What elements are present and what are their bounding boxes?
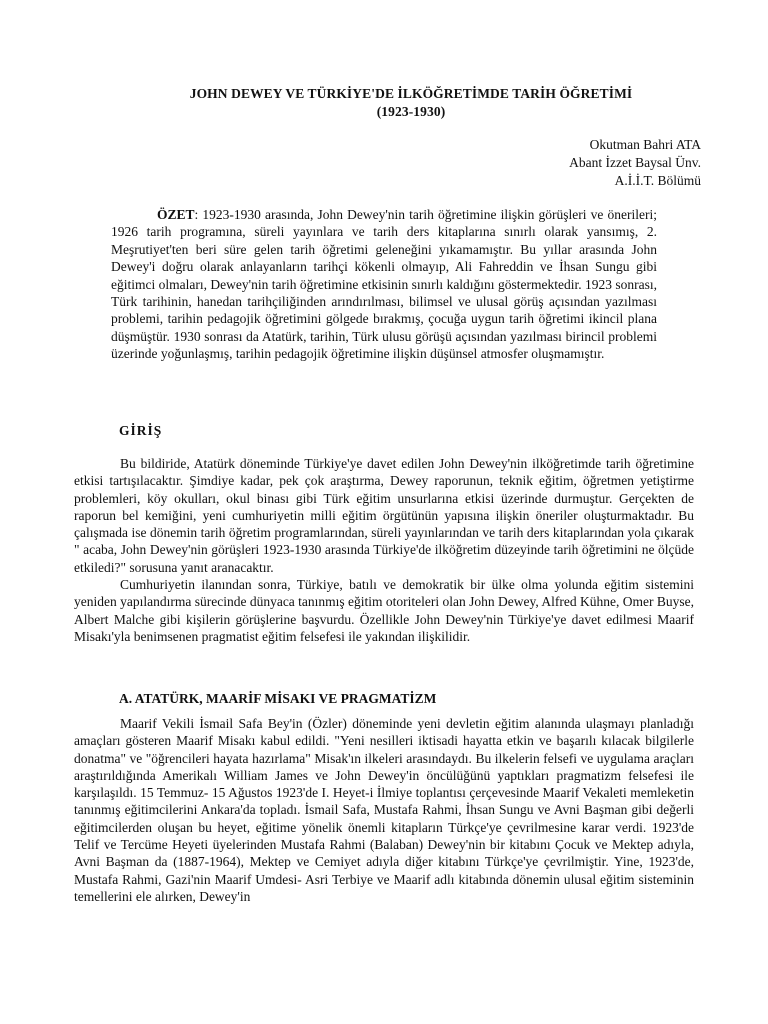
paragraph: Bu bildiride, Atatürk döneminde Türkiye'ye davet edilen John Dewey'nin ilköğretimde tarih öğretimine etkisi tartışılacaktır. Şimdiye kadar, pek çok araştırma, Dewey raporunun, teknik eğitim, öğretmen yetiştirme problemleri, köy okulları, okul binası gibi Türk eğitim unsurlarına etkisi üzerinde durmuştur. Gerçekten de raporun bel kemiğini, yeni cumhuriyetin milli eğitim örgütünün yapısına ilişkin öneriler oluşturmaktadır. Bu çalışmada ise dönemin tarih öğretim programlarından, süreli yayınlarından ve tarih ders kitaplarından yola çıkarak " acaba, John Dewey'nin görüşleri 1923-1930 arasında Türkiye'de ilköğretim düzeyinde tarih öğretimini ne ölçüde etkiledi?" sorusuna yanıt aranacaktır. (74, 456, 694, 575)
title-line-2: (1923-1930) (376, 104, 446, 119)
author-block (569, 136, 701, 190)
section-heading-a: A. ATATÜRK, MAARİF MİSAKI VE PRAGMATİZM (119, 691, 437, 706)
section-body-giris (74, 455, 694, 645)
section-heading-giris: GİRİŞ (119, 423, 163, 438)
paragraph: Cumhuriyetin ilanından sonra, Türkiye, batılı ve demokratik bir ülke olma yolunda eğitim sistemini yeniden yapılandırma sürecinde dünyaca tanınmış eğitim otoriteleri olan John Dewey, Alfred Kühne, Omer Buyse, Albert Malche gibi kişilerin görüşlerine başvurdu. Özellikle John Dewey'nin Türkiye'ye davet edilmesi Maarif Misakı'yla benimsenen pragmatist eğitim felsefesi ile yakından ilişkilidir. (74, 577, 694, 644)
abstract (111, 206, 657, 363)
author-name: Okutman Bahri ATA (589, 137, 701, 152)
author-university: Abant İzzet Baysal Ünv. (569, 155, 701, 170)
author-department: A.İ.İ.T. Bölümü (614, 173, 701, 188)
paragraph: Maarif Vekili İsmail Safa Bey'in (Özler) döneminde yeni devletin eğitim alanında ulaşmayı planladığı amaçları gösteren Maarif Misakı kabul edildi. "Yeni nesilleri iktisadi hayatta etkin ve başarılı kılacak bilgilerle donatma" ve "öğrencileri hayata hazırlama" Misak'ın ilkeleri arasındaydı. Bu ilkelerin felsefi ve uygulama araçları araştırıldığında Amerikalı William James ve John Dewey'in öncülüğünü yaptıkları pragmatizm felsefesi ile karşılaşıldı. 15 Temmuz- 15 Ağustos 1923'de I. Heyet-i İlmiye toplantısı çerçevesinde Maarif Vekaleti memleketin tanınmış eğitimcilerini Ankara'da topladı. İsmail Safa, Mustafa Rahmi, İhsan Sungu ve Avni Başman gibi değerli eğitimcilerden oluşan bu heyet, eğitime yönelik önemli kitapların Türkçe'ye çevrilmesine karar verdi. 1923'de Telif ve Tercüme Heyeti üyelerinden Mustafa Rahmi (Balaban) Dewey'nin bir kitabını Çocuk ve Mektep adıyla, Avni Başman da (1887-1964), Mektep ve Cemiyet adıyla diğer kitabını Türkçe'ye çevrilmiştir. Yine, 1923'de, Mustafa Rahmi, Gazi'nin Maarif Umdesi- Asri Terbiye ve Maarif adlı kitabında dönemin ulusal eğitim sisteminin temellerini ele alırken, Dewey'in (74, 716, 694, 904)
section-body-a (74, 715, 694, 905)
title-line-1: JOHN DEWEY VE TÜRKİYE'DE İLKÖĞRETİMDE TARİH ÖĞRETİMİ (189, 86, 633, 101)
abstract-text: : 1923-1930 arasında, John Dewey'nin tarih öğretimine ilişkin görüşleri ve önerileri; 1926 tarih programına, süreli yayınlara ve tarih ders kitaplarına sınırlı olarak yansımış, 2. Meşrutiyet'ten beri süre gelen tarih öğretimi geleneğini yıkamamıştır. Bu yıllar arasında John Dewey'i doğru olarak anlayanların tarihçi kökenli olmayıp, Ali Fahreddin ve İhsan Sungu gibi eğitimci olmaları, Dewey'nin tarih öğretimine etkisinin sınırlı kaldığını göstermektedir. 1923 sonrası, Türk tarihinin, hanedan tarihçiliğinden arındırılması, bilimsel ve ulusal görüş açısından yazılması problemi, tarihin pedagojik öğretimini gölgede bırakmış, çocuğa uygun tarih öğretimi ikincil plana düşmüştür. 1930 sonrası da Atatürk, tarihin, Türk ulusu görüşü açısından yazılması birincil problemi üzerinde yoğunlaşmış, tarihin pedagojik öğretimine ilişkin düşünsel atmosfer oluşmamıştır. (111, 207, 657, 362)
abstract-label: ÖZET (157, 207, 195, 222)
paper-title (60, 85, 762, 121)
